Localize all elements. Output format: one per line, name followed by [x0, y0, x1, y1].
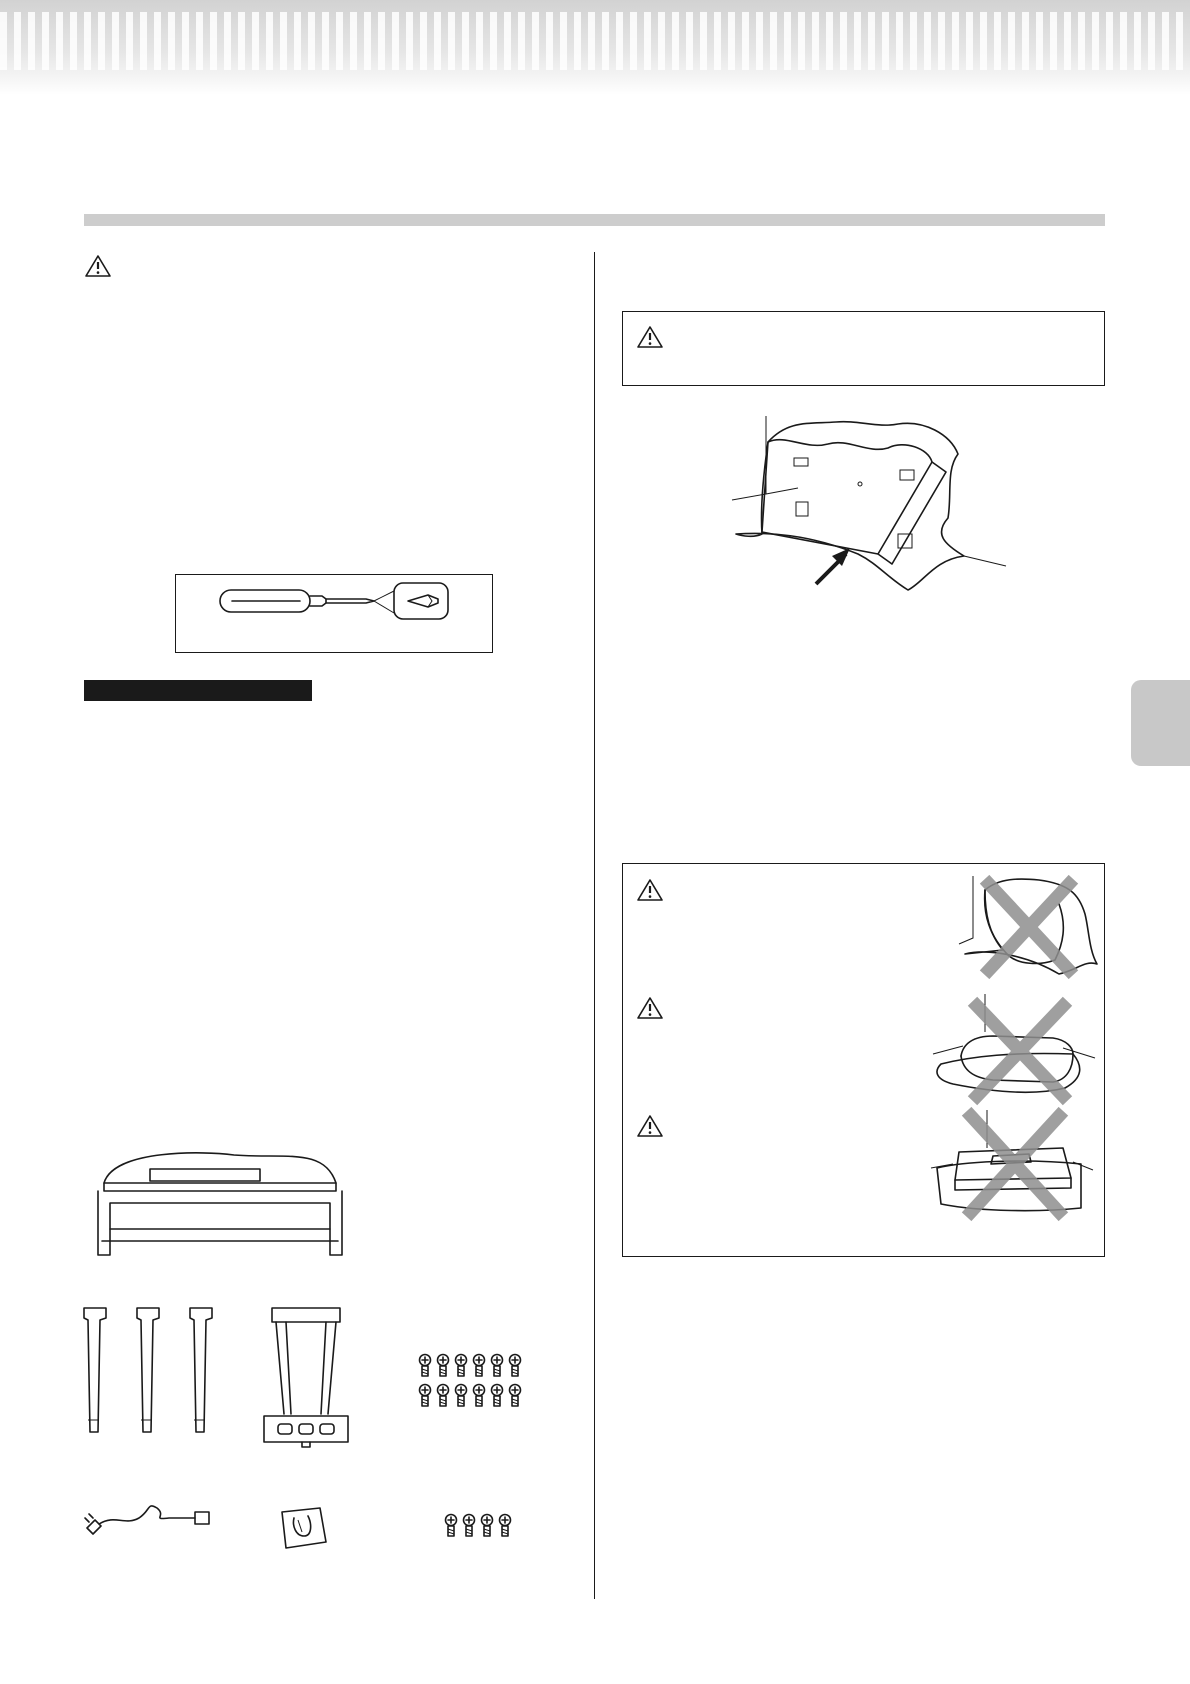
incorrect-keyboard-down-illustration — [931, 1108, 1095, 1218]
column-divider — [594, 252, 595, 1599]
piano-main-unit-illustration — [84, 1143, 354, 1258]
screws-small-illustration — [444, 1514, 516, 1542]
power-cord-illustration — [85, 1496, 215, 1536]
warning-icon — [85, 254, 111, 278]
phillips-screwdriver-icon — [176, 575, 494, 654]
header-band — [0, 0, 1190, 95]
pedal-box-illustration — [258, 1306, 358, 1448]
side-index-tab[interactable] — [1131, 680, 1190, 766]
warning-icon — [637, 878, 663, 902]
section-heading-bar — [84, 680, 312, 701]
keyboard-pattern — [0, 0, 1190, 95]
cord-holder-illustration — [276, 1506, 330, 1550]
warning-icon — [637, 996, 663, 1020]
legs-illustration — [82, 1306, 222, 1438]
screws-large-illustration — [418, 1354, 536, 1410]
warning-icon — [637, 325, 663, 349]
incorrect-flat-illustration — [933, 992, 1097, 1102]
caution-list-box — [622, 863, 1105, 1257]
warning-icon — [637, 1114, 663, 1138]
caution-box — [622, 311, 1105, 386]
unit-on-side-illustration — [728, 414, 1028, 604]
incorrect-upright-illustration — [959, 874, 1099, 984]
title-rule — [84, 214, 1105, 226]
tool-box — [175, 574, 493, 653]
